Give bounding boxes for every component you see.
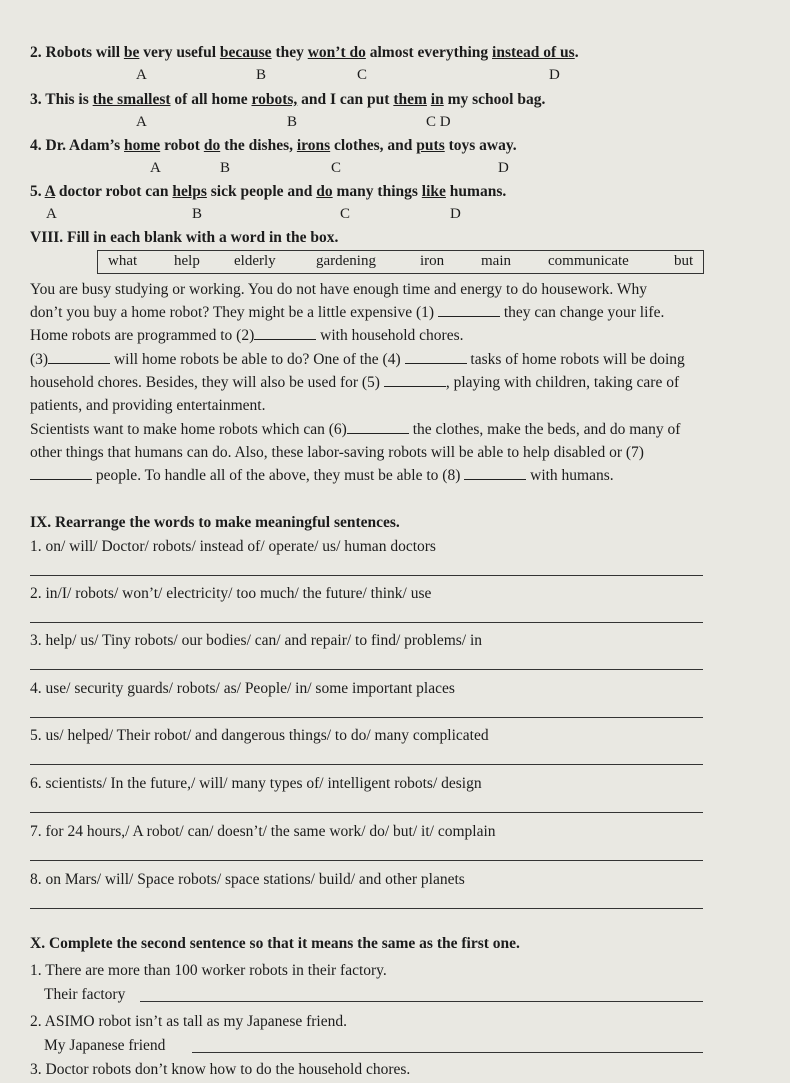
passage-text: with household chores. — [320, 327, 464, 344]
transform-answer-line-1[interactable] — [140, 1001, 703, 1002]
question-5 — [30, 183, 506, 201]
answer-line-8[interactable] — [30, 908, 703, 909]
transform-start-1: Their factory — [44, 986, 126, 1003]
passage-line-6: patients, and providing entertainment. — [30, 397, 266, 414]
q2-option-a: be — [123, 44, 140, 61]
blank-8[interactable] — [464, 467, 526, 480]
q5-option-c: do — [316, 183, 333, 200]
q3-text: and I can put — [297, 91, 394, 108]
passage-line-8: other things that humans can do. Also, these labor-saving robots will be able to help disabled or (7) — [30, 444, 644, 461]
passage-text: people. To handle all of the above, they must be able to (8) — [95, 467, 461, 484]
q4-label-a: A — [150, 160, 161, 176]
q4-label-d: D — [498, 160, 509, 176]
blank-1[interactable] — [438, 304, 500, 317]
transform-answer-line-2[interactable] — [192, 1052, 703, 1053]
rearrange-item-2: 2. in/I/ robots/ won’t/ electricity/ too much/ the future/ think/ use — [30, 585, 432, 602]
q3-option-b: robots, — [251, 91, 298, 108]
q4-text: robot — [160, 137, 204, 154]
rearrange-item-7: 7. for 24 hours,/ A robot/ can/ doesn’t/ the same work/ do/ but/ it/ complain — [30, 823, 496, 840]
q2-label-b: B — [256, 67, 267, 83]
q4-text: clothes, and — [330, 137, 417, 154]
q3-text: my school bag. — [443, 91, 546, 108]
q2-text: Robots will — [45, 44, 124, 61]
q5-label-b: B — [192, 206, 203, 222]
blank-3[interactable] — [48, 351, 110, 364]
answer-line-2[interactable] — [30, 622, 703, 623]
passage-line-2 — [30, 304, 664, 322]
q4-text: toys away. — [444, 137, 517, 154]
blank-5[interactable] — [384, 374, 446, 387]
word-help: help — [174, 253, 200, 269]
answer-line-7[interactable] — [30, 860, 703, 861]
q5-option-a: A — [44, 183, 55, 200]
q3-label-b: B — [287, 114, 298, 130]
q2-label-a: A — [136, 67, 147, 83]
q2-label-c: C — [357, 67, 368, 83]
answer-line-4[interactable] — [30, 717, 703, 718]
section-10-title: X. Complete the second sentence so that it means the same as the first one. — [30, 935, 520, 952]
q4-number: 4. — [30, 137, 42, 154]
q2-text: very useful — [139, 44, 220, 61]
transform-question-2: 2. ASIMO robot isn’t as tall as my Japanese friend. — [30, 1013, 347, 1030]
q4-text: Dr. Adam’s — [45, 137, 125, 154]
q3-label-a: A — [136, 114, 147, 130]
q5-label-d: D — [450, 206, 461, 222]
question-3 — [30, 91, 545, 109]
answer-line-5[interactable] — [30, 764, 703, 765]
q3-label-cd: C D — [426, 114, 451, 130]
answer-line-1[interactable] — [30, 575, 703, 576]
q2-text: . — [574, 44, 579, 61]
passage-text: Scientists want to make home robots which can (6) — [30, 421, 347, 438]
q2-option-b: because — [219, 44, 272, 61]
rearrange-item-1: 1. on/ will/ Doctor/ robots/ instead of/ operate/ us/ human doctors — [30, 538, 436, 555]
q5-label-a: A — [46, 206, 57, 222]
passage-line-4 — [30, 351, 685, 369]
q4-label-c: C — [331, 160, 342, 176]
section-9-title: IX. Rearrange the words to make meaningful sentences. — [30, 514, 400, 531]
word-iron: iron — [420, 253, 445, 269]
word-elderly: elderly — [234, 253, 276, 269]
passage-line-9 — [30, 467, 614, 485]
passage-line-5 — [30, 374, 679, 392]
q4-option-c: irons — [296, 137, 331, 154]
blank-2[interactable] — [254, 327, 316, 340]
transform-question-3: 3. Doctor robots don’t know how to do the household chores. — [30, 1061, 411, 1078]
answer-line-6[interactable] — [30, 812, 703, 813]
question-2 — [30, 44, 579, 62]
q3-option-d: in — [430, 91, 444, 108]
word-what: what — [108, 253, 138, 269]
passage-line-7 — [30, 421, 680, 439]
passage-text: (3) — [30, 351, 49, 368]
q4-option-b: do — [203, 137, 221, 154]
blank-6[interactable] — [347, 421, 409, 434]
q5-label-c: C — [340, 206, 351, 222]
rearrange-item-3: 3. help/ us/ Tiny robots/ our bodies/ can/ and repair/ to find/ problems/ in — [30, 632, 483, 649]
q5-number: 5. — [30, 183, 42, 200]
q4-option-d: puts — [416, 137, 445, 154]
passage-text: the clothes, make the beds, and do many of — [412, 421, 681, 438]
q4-text: the dishes, — [220, 137, 297, 154]
q4-option-a: home — [124, 137, 161, 154]
q5-option-b: helps — [172, 183, 207, 200]
passage-text: household chores. Besides, they will also be used for (5) — [30, 374, 380, 391]
word-box — [97, 250, 704, 274]
blank-4[interactable] — [405, 351, 467, 364]
q2-label-d: D — [549, 67, 560, 83]
q5-text: humans. — [445, 183, 507, 200]
passage-text: they can change your life. — [503, 304, 665, 321]
q5-text: doctor robot can — [55, 183, 173, 200]
passage-text: don’t you buy a home robot? They might be a little expensive (1) — [30, 304, 435, 321]
question-4 — [30, 137, 517, 155]
passage-text: with humans. — [530, 467, 614, 484]
word-main: main — [481, 253, 511, 269]
section-8-title: VIII. Fill in each blank with a word in the box. — [30, 229, 339, 246]
passage-text: will home robots be able to do? One of the (4) — [113, 351, 401, 368]
transform-question-1: 1. There are more than 100 worker robots in their factory. — [30, 962, 387, 979]
q3-text: This is — [45, 91, 93, 108]
rearrange-item-4: 4. use/ security guards/ robots/ as/ People/ in/ some important places — [30, 680, 455, 697]
passage-text: , playing with children, taking care of — [445, 374, 680, 391]
rearrange-item-5: 5. us/ helped/ Their robot/ and dangerous things/ to do/ many complicated — [30, 727, 489, 744]
blank-7[interactable] — [30, 467, 92, 480]
q4-label-b: B — [220, 160, 231, 176]
passage-line-3 — [30, 327, 464, 345]
q2-option-c: won’t do — [307, 44, 366, 61]
q2-number: 2. — [30, 44, 42, 61]
q2-option-d: instead of us — [492, 44, 575, 61]
q3-option-c: them — [393, 91, 427, 108]
rearrange-item-6: 6. scientists/ In the future,/ will/ many types of/ intelligent robots/ design — [30, 775, 482, 792]
q3-option-a: the smallest — [92, 91, 171, 108]
q3-number: 3. — [30, 91, 42, 108]
q2-text: almost everything — [365, 44, 493, 61]
word-gardening: gardening — [316, 253, 376, 269]
passage-line-1: You are busy studying or working. You do not have enough time and energy to do housework. Why — [30, 281, 647, 298]
q3-text: of all home — [170, 91, 252, 108]
rearrange-item-8: 8. on Mars/ will/ Space robots/ space stations/ build/ and other planets — [30, 871, 465, 888]
passage-text: Home robots are programmed to (2) — [30, 327, 255, 344]
q5-text: sick people and — [206, 183, 317, 200]
q5-text: many things — [332, 183, 422, 200]
q5-option-d: like — [421, 183, 446, 200]
word-communicate: communicate — [548, 253, 629, 269]
answer-line-3[interactable] — [30, 669, 703, 670]
q2-text: they — [271, 44, 308, 61]
passage-text: tasks of home robots will be doing — [470, 351, 685, 368]
transform-start-2: My Japanese friend — [44, 1037, 166, 1054]
word-but: but — [674, 253, 694, 269]
